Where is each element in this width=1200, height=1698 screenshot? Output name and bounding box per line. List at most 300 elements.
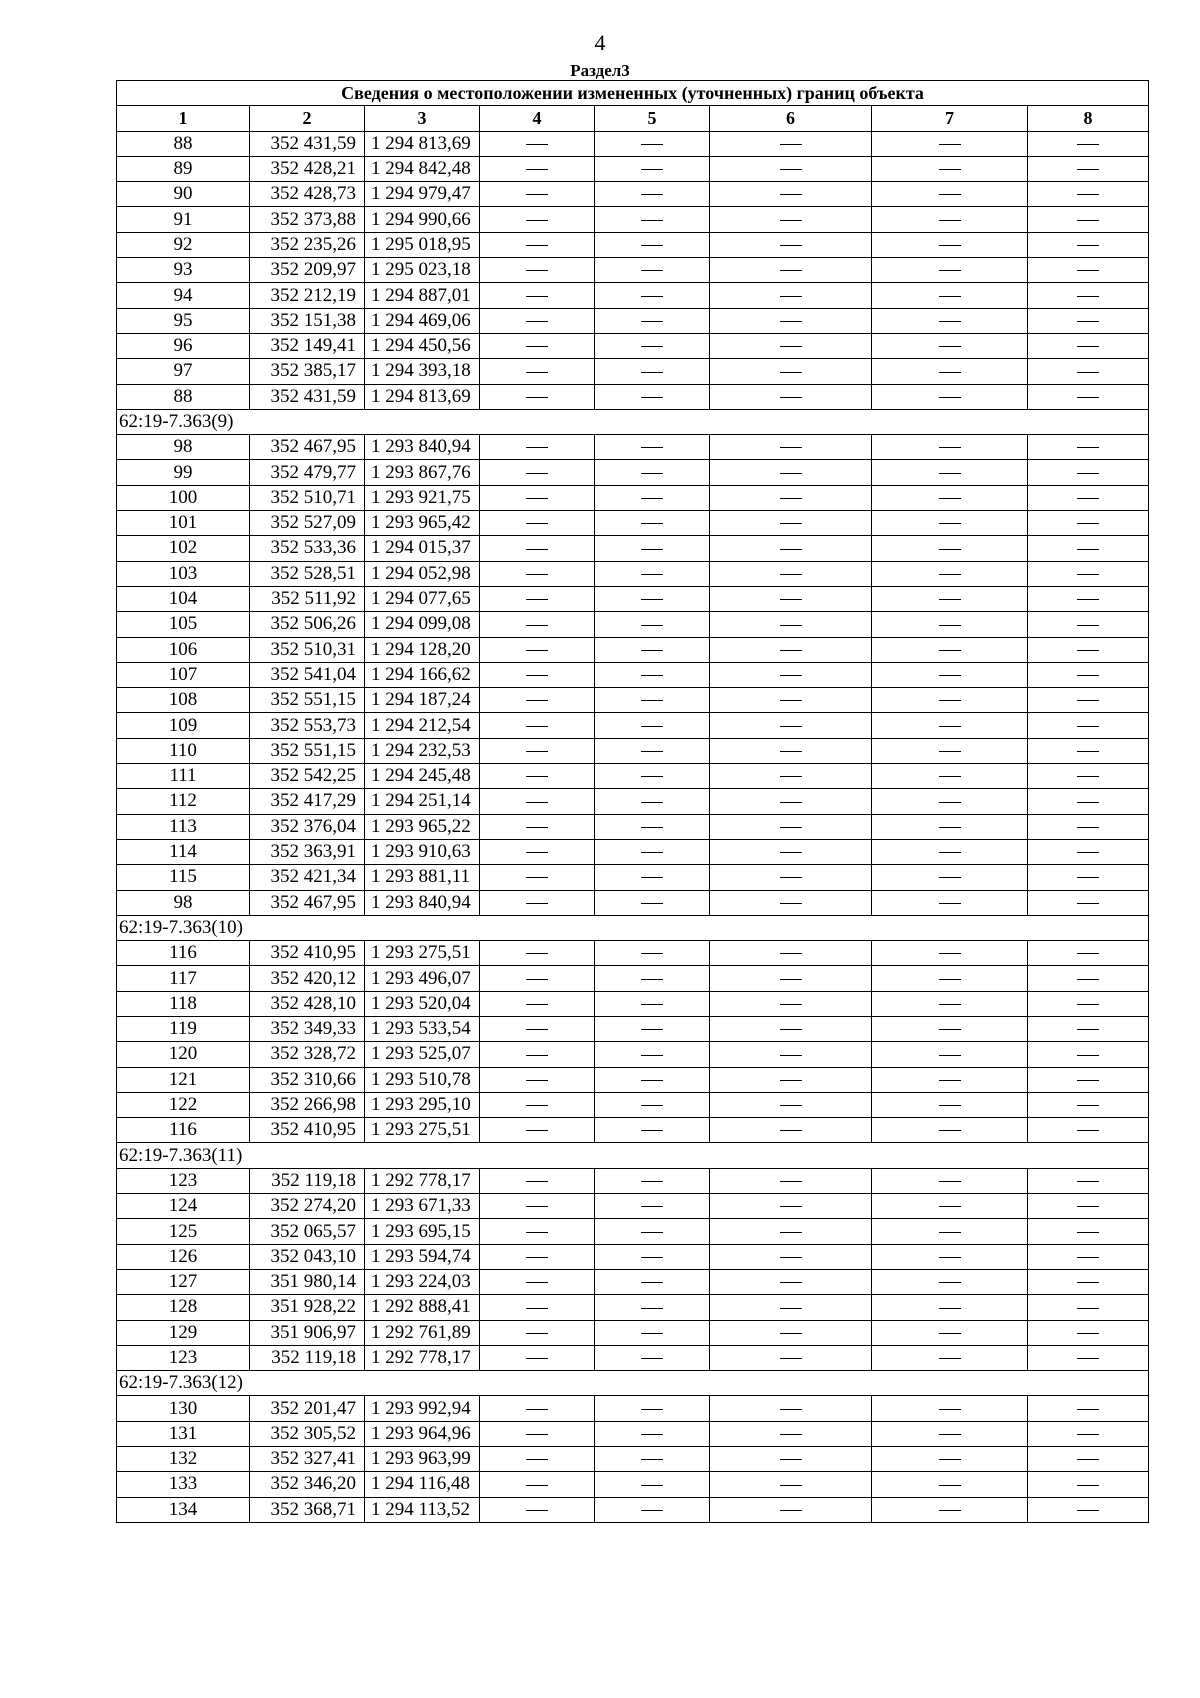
- point-number-cell: 99: [117, 460, 250, 485]
- dash-symbol: [780, 802, 802, 803]
- table-row: [117, 536, 1149, 561]
- dash-symbol: [780, 903, 802, 904]
- empty-value-cell: [872, 738, 1028, 763]
- dash-symbol: [526, 650, 548, 651]
- dash-symbol: [780, 1333, 802, 1334]
- dash-symbol: [526, 1055, 548, 1056]
- point-number-cell: 113: [117, 814, 250, 839]
- y-coordinate-cell: 1 294 842,48: [365, 156, 480, 181]
- empty-value-cell: [480, 1168, 595, 1193]
- dash-symbol: [939, 346, 961, 347]
- empty-value-cell: [480, 1067, 595, 1092]
- point-number-cell: 101: [117, 511, 250, 536]
- empty-value-cell: [872, 308, 1028, 333]
- dash-symbol: [939, 1409, 961, 1410]
- empty-value-cell: [480, 1042, 595, 1067]
- table-row: [117, 485, 1149, 510]
- dash-symbol: [1077, 953, 1099, 954]
- y-coordinate-cell: 1 293 881,11: [365, 865, 480, 890]
- empty-value-cell: [872, 435, 1028, 460]
- dash-symbol: [939, 802, 961, 803]
- dash-symbol: [780, 1080, 802, 1081]
- empty-value-cell: [1028, 1447, 1149, 1472]
- table-row: [117, 991, 1149, 1016]
- empty-value-cell: [595, 839, 710, 864]
- empty-value-cell: [872, 789, 1028, 814]
- dash-symbol: [526, 827, 548, 828]
- x-coordinate-cell: 352 541,04: [250, 662, 365, 687]
- empty-value-cell: [710, 789, 872, 814]
- dash-symbol: [641, 1004, 663, 1005]
- empty-value-cell: [595, 561, 710, 586]
- x-coordinate-cell: 352 385,17: [250, 359, 365, 384]
- dash-symbol: [780, 1181, 802, 1182]
- empty-value-cell: [872, 1447, 1028, 1472]
- dash-symbol: [641, 650, 663, 651]
- empty-value-cell: [595, 359, 710, 384]
- y-coordinate-cell: 1 294 128,20: [365, 637, 480, 662]
- empty-value-cell: [595, 1118, 710, 1143]
- empty-value-cell: [710, 586, 872, 611]
- empty-value-cell: [595, 1219, 710, 1244]
- x-coordinate-cell: 352 043,10: [250, 1244, 365, 1269]
- dash-symbol: [1077, 194, 1099, 195]
- dash-symbol: [780, 1232, 802, 1233]
- empty-value-cell: [595, 738, 710, 763]
- column-header: 6: [710, 106, 872, 131]
- dash-symbol: [526, 1105, 548, 1106]
- empty-value-cell: [710, 1219, 872, 1244]
- dash-symbol: [1077, 827, 1099, 828]
- x-coordinate-cell: 352 119,18: [250, 1345, 365, 1370]
- table-row: [117, 1447, 1149, 1472]
- table-row: [117, 460, 1149, 485]
- dash-symbol: [780, 1459, 802, 1460]
- dash-symbol: [939, 296, 961, 297]
- x-coordinate-cell: 352 533,36: [250, 536, 365, 561]
- dash-symbol: [1077, 776, 1099, 777]
- y-coordinate-cell: 1 294 979,47: [365, 182, 480, 207]
- empty-value-cell: [872, 966, 1028, 991]
- empty-value-cell: [872, 1244, 1028, 1269]
- dash-symbol: [641, 852, 663, 853]
- cadastral-group-label: 62:19-7.363(12): [117, 1371, 1149, 1396]
- dash-symbol: [939, 903, 961, 904]
- dash-symbol: [1077, 144, 1099, 145]
- empty-value-cell: [710, 1320, 872, 1345]
- dash-symbol: [780, 574, 802, 575]
- dash-symbol: [939, 194, 961, 195]
- empty-value-cell: [1028, 789, 1149, 814]
- empty-value-cell: [872, 688, 1028, 713]
- dash-symbol: [1077, 700, 1099, 701]
- y-coordinate-cell: 1 292 778,17: [365, 1168, 480, 1193]
- table-row: [117, 764, 1149, 789]
- empty-value-cell: [710, 1421, 872, 1446]
- x-coordinate-cell: 352 510,31: [250, 637, 365, 662]
- dash-symbol: [1077, 574, 1099, 575]
- point-number-cell: 131: [117, 1421, 250, 1446]
- dash-symbol: [939, 321, 961, 322]
- empty-value-cell: [595, 536, 710, 561]
- dash-symbol: [641, 447, 663, 448]
- y-coordinate-cell: 1 293 525,07: [365, 1042, 480, 1067]
- empty-value-cell: [872, 485, 1028, 510]
- dash-symbol: [1077, 625, 1099, 626]
- dash-symbol: [780, 852, 802, 853]
- y-coordinate-cell: 1 293 520,04: [365, 991, 480, 1016]
- table-caption: Сведения о местоположении измененных (уточненных) границ объекта: [117, 81, 1149, 106]
- empty-value-cell: [595, 131, 710, 156]
- dash-symbol: [641, 1510, 663, 1511]
- y-coordinate-cell: 1 294 450,56: [365, 333, 480, 358]
- empty-value-cell: [1028, 586, 1149, 611]
- dash-symbol: [526, 397, 548, 398]
- empty-value-cell: [872, 839, 1028, 864]
- point-number-cell: 126: [117, 1244, 250, 1269]
- empty-value-cell: [1028, 258, 1149, 283]
- empty-value-cell: [710, 1345, 872, 1370]
- y-coordinate-cell: 1 292 761,89: [365, 1320, 480, 1345]
- point-number-cell: 112: [117, 789, 250, 814]
- x-coordinate-cell: 352 209,97: [250, 258, 365, 283]
- empty-value-cell: [710, 1396, 872, 1421]
- table-row: [117, 1421, 1149, 1446]
- point-number-cell: 122: [117, 1092, 250, 1117]
- empty-value-cell: [872, 1194, 1028, 1219]
- x-coordinate-cell: 352 349,33: [250, 1016, 365, 1041]
- empty-value-cell: [710, 536, 872, 561]
- y-coordinate-cell: 1 294 113,52: [365, 1497, 480, 1522]
- point-number-cell: 88: [117, 131, 250, 156]
- empty-value-cell: [595, 1244, 710, 1269]
- empty-value-cell: [595, 662, 710, 687]
- empty-value-cell: [872, 384, 1028, 409]
- dash-symbol: [641, 346, 663, 347]
- dash-symbol: [1077, 1308, 1099, 1309]
- dash-symbol: [780, 245, 802, 246]
- point-number-cell: 103: [117, 561, 250, 586]
- dash-symbol: [939, 1459, 961, 1460]
- dash-symbol: [526, 1257, 548, 1258]
- point-number-cell: 109: [117, 713, 250, 738]
- empty-value-cell: [595, 1168, 710, 1193]
- empty-value-cell: [872, 561, 1028, 586]
- point-number-cell: 98: [117, 435, 250, 460]
- dash-symbol: [780, 650, 802, 651]
- dash-symbol: [641, 498, 663, 499]
- dash-symbol: [780, 372, 802, 373]
- empty-value-cell: [595, 941, 710, 966]
- empty-value-cell: [595, 182, 710, 207]
- empty-value-cell: [595, 1320, 710, 1345]
- dash-symbol: [641, 675, 663, 676]
- dash-symbol: [641, 1358, 663, 1359]
- dash-symbol: [939, 549, 961, 550]
- dash-symbol: [1077, 1282, 1099, 1283]
- table-row: [117, 637, 1149, 662]
- empty-value-cell: [480, 966, 595, 991]
- empty-value-cell: [710, 384, 872, 409]
- empty-value-cell: [1028, 890, 1149, 915]
- empty-value-cell: [1028, 1396, 1149, 1421]
- dash-symbol: [1077, 1459, 1099, 1460]
- dash-symbol: [1077, 346, 1099, 347]
- empty-value-cell: [1028, 460, 1149, 485]
- point-number-cell: 115: [117, 865, 250, 890]
- dash-symbol: [641, 270, 663, 271]
- x-coordinate-cell: 352 527,09: [250, 511, 365, 536]
- empty-value-cell: [1028, 156, 1149, 181]
- dash-symbol: [641, 1055, 663, 1056]
- empty-value-cell: [595, 1396, 710, 1421]
- empty-value-cell: [595, 460, 710, 485]
- dash-symbol: [780, 700, 802, 701]
- dash-symbol: [641, 245, 663, 246]
- empty-value-cell: [710, 1042, 872, 1067]
- dash-symbol: [939, 726, 961, 727]
- dash-symbol: [780, 979, 802, 980]
- dash-symbol: [526, 1130, 548, 1131]
- x-coordinate-cell: 352 467,95: [250, 890, 365, 915]
- dash-symbol: [526, 372, 548, 373]
- dash-symbol: [526, 625, 548, 626]
- empty-value-cell: [872, 1295, 1028, 1320]
- dash-symbol: [939, 625, 961, 626]
- dash-symbol: [939, 1055, 961, 1056]
- table-row: [117, 1219, 1149, 1244]
- empty-value-cell: [710, 359, 872, 384]
- y-coordinate-cell: 1 294 393,18: [365, 359, 480, 384]
- empty-value-cell: [710, 637, 872, 662]
- dash-symbol: [939, 1282, 961, 1283]
- dash-symbol: [526, 1510, 548, 1511]
- point-number-cell: 123: [117, 1345, 250, 1370]
- dash-symbol: [641, 827, 663, 828]
- empty-value-cell: [595, 384, 710, 409]
- dash-symbol: [780, 751, 802, 752]
- empty-value-cell: [710, 612, 872, 637]
- empty-value-cell: [1028, 839, 1149, 864]
- dash-symbol: [641, 169, 663, 170]
- dash-symbol: [939, 372, 961, 373]
- empty-value-cell: [480, 485, 595, 510]
- dash-symbol: [939, 650, 961, 651]
- table-row: [117, 182, 1149, 207]
- dash-symbol: [641, 1434, 663, 1435]
- page-number: 4: [594, 30, 606, 55]
- dash-symbol: [641, 1308, 663, 1309]
- table-row: [117, 131, 1149, 156]
- dash-symbol: [1077, 1080, 1099, 1081]
- x-coordinate-cell: 352 274,20: [250, 1194, 365, 1219]
- column-header: 2: [250, 106, 365, 131]
- x-coordinate-cell: 352 428,10: [250, 991, 365, 1016]
- empty-value-cell: [480, 738, 595, 763]
- group-label-row: [117, 409, 1149, 434]
- dash-symbol: [526, 447, 548, 448]
- dash-symbol: [526, 599, 548, 600]
- table-row: [117, 1295, 1149, 1320]
- dash-symbol: [526, 498, 548, 499]
- dash-symbol: [1077, 599, 1099, 600]
- boundary-coordinates-table: [116, 80, 1149, 1523]
- empty-value-cell: [595, 1447, 710, 1472]
- table-row: [117, 1396, 1149, 1421]
- table-body: [117, 81, 1149, 1523]
- dash-symbol: [526, 953, 548, 954]
- dash-symbol: [939, 144, 961, 145]
- point-number-cell: 108: [117, 688, 250, 713]
- empty-value-cell: [595, 1497, 710, 1522]
- empty-value-cell: [595, 688, 710, 713]
- table-row: [117, 713, 1149, 738]
- dash-symbol: [526, 346, 548, 347]
- empty-value-cell: [595, 308, 710, 333]
- empty-value-cell: [1028, 207, 1149, 232]
- column-header: 4: [480, 106, 595, 131]
- x-coordinate-cell: 352 065,57: [250, 1219, 365, 1244]
- empty-value-cell: [872, 991, 1028, 1016]
- x-coordinate-cell: 352 551,15: [250, 688, 365, 713]
- empty-value-cell: [710, 764, 872, 789]
- point-number-cell: 117: [117, 966, 250, 991]
- empty-value-cell: [595, 1016, 710, 1041]
- y-coordinate-cell: 1 294 077,65: [365, 586, 480, 611]
- empty-value-cell: [480, 1320, 595, 1345]
- table-row: [117, 511, 1149, 536]
- table-row: [117, 1016, 1149, 1041]
- empty-value-cell: [710, 485, 872, 510]
- dash-symbol: [939, 979, 961, 980]
- empty-value-cell: [480, 359, 595, 384]
- empty-value-cell: [710, 131, 872, 156]
- empty-value-cell: [872, 283, 1028, 308]
- point-number-cell: 105: [117, 612, 250, 637]
- empty-value-cell: [1028, 536, 1149, 561]
- empty-value-cell: [480, 182, 595, 207]
- dash-symbol: [939, 1029, 961, 1030]
- empty-value-cell: [595, 485, 710, 510]
- y-coordinate-cell: 1 293 963,99: [365, 1447, 480, 1472]
- empty-value-cell: [480, 1421, 595, 1446]
- empty-value-cell: [595, 713, 710, 738]
- dash-symbol: [780, 1029, 802, 1030]
- point-number-cell: 132: [117, 1447, 250, 1472]
- dash-symbol: [780, 599, 802, 600]
- empty-value-cell: [872, 1497, 1028, 1522]
- point-number-cell: 114: [117, 839, 250, 864]
- point-number-cell: 93: [117, 258, 250, 283]
- x-coordinate-cell: 352 368,71: [250, 1497, 365, 1522]
- dash-symbol: [526, 776, 548, 777]
- empty-value-cell: [872, 637, 1028, 662]
- dash-symbol: [526, 675, 548, 676]
- point-number-cell: 134: [117, 1497, 250, 1522]
- empty-value-cell: [872, 814, 1028, 839]
- empty-value-cell: [595, 435, 710, 460]
- empty-value-cell: [480, 333, 595, 358]
- empty-value-cell: [595, 966, 710, 991]
- table-row: [117, 814, 1149, 839]
- empty-value-cell: [1028, 865, 1149, 890]
- empty-value-cell: [872, 1219, 1028, 1244]
- y-coordinate-cell: 1 294 251,14: [365, 789, 480, 814]
- column-header: 1: [117, 106, 250, 131]
- table-row: [117, 586, 1149, 611]
- empty-value-cell: [595, 1042, 710, 1067]
- dash-symbol: [939, 1004, 961, 1005]
- empty-value-cell: [710, 283, 872, 308]
- dash-symbol: [641, 1029, 663, 1030]
- table-row: [117, 890, 1149, 915]
- y-coordinate-cell: 1 294 245,48: [365, 764, 480, 789]
- empty-value-cell: [872, 536, 1028, 561]
- empty-value-cell: [1028, 966, 1149, 991]
- empty-value-cell: [1028, 1269, 1149, 1294]
- cadastral-group-label: 62:19-7.363(11): [117, 1143, 1149, 1168]
- dash-symbol: [526, 1434, 548, 1435]
- y-coordinate-cell: 1 293 965,42: [365, 511, 480, 536]
- y-coordinate-cell: 1 292 778,17: [365, 1345, 480, 1370]
- dash-symbol: [780, 473, 802, 474]
- dash-symbol: [939, 599, 961, 600]
- dash-symbol: [780, 953, 802, 954]
- point-number-cell: 133: [117, 1472, 250, 1497]
- table-row: [117, 1092, 1149, 1117]
- empty-value-cell: [480, 941, 595, 966]
- empty-value-cell: [710, 1016, 872, 1041]
- empty-value-cell: [1028, 485, 1149, 510]
- empty-value-cell: [480, 131, 595, 156]
- table-row: [117, 941, 1149, 966]
- dash-symbol: [1077, 169, 1099, 170]
- point-number-cell: 106: [117, 637, 250, 662]
- dash-symbol: [1077, 498, 1099, 499]
- empty-value-cell: [872, 1168, 1028, 1193]
- dash-symbol: [780, 1485, 802, 1486]
- empty-value-cell: [1028, 384, 1149, 409]
- empty-value-cell: [872, 156, 1028, 181]
- empty-value-cell: [710, 991, 872, 1016]
- empty-value-cell: [710, 865, 872, 890]
- table-row: [117, 283, 1149, 308]
- group-label-row: [117, 915, 1149, 940]
- empty-value-cell: [710, 1092, 872, 1117]
- dash-symbol: [939, 574, 961, 575]
- dash-symbol: [526, 1308, 548, 1309]
- x-coordinate-cell: 352 553,73: [250, 713, 365, 738]
- dash-symbol: [939, 498, 961, 499]
- table-row: [117, 1194, 1149, 1219]
- empty-value-cell: [710, 561, 872, 586]
- y-coordinate-cell: 1 293 965,22: [365, 814, 480, 839]
- empty-value-cell: [710, 814, 872, 839]
- y-coordinate-cell: 1 293 510,78: [365, 1067, 480, 1092]
- point-number-cell: 89: [117, 156, 250, 181]
- dash-symbol: [1077, 1105, 1099, 1106]
- dash-symbol: [526, 169, 548, 170]
- dash-symbol: [641, 599, 663, 600]
- empty-value-cell: [1028, 1497, 1149, 1522]
- x-coordinate-cell: 352 431,59: [250, 384, 365, 409]
- empty-value-cell: [595, 207, 710, 232]
- empty-value-cell: [872, 1067, 1028, 1092]
- dash-symbol: [780, 1358, 802, 1359]
- x-coordinate-cell: 352 410,95: [250, 941, 365, 966]
- empty-value-cell: [710, 182, 872, 207]
- empty-value-cell: [595, 1269, 710, 1294]
